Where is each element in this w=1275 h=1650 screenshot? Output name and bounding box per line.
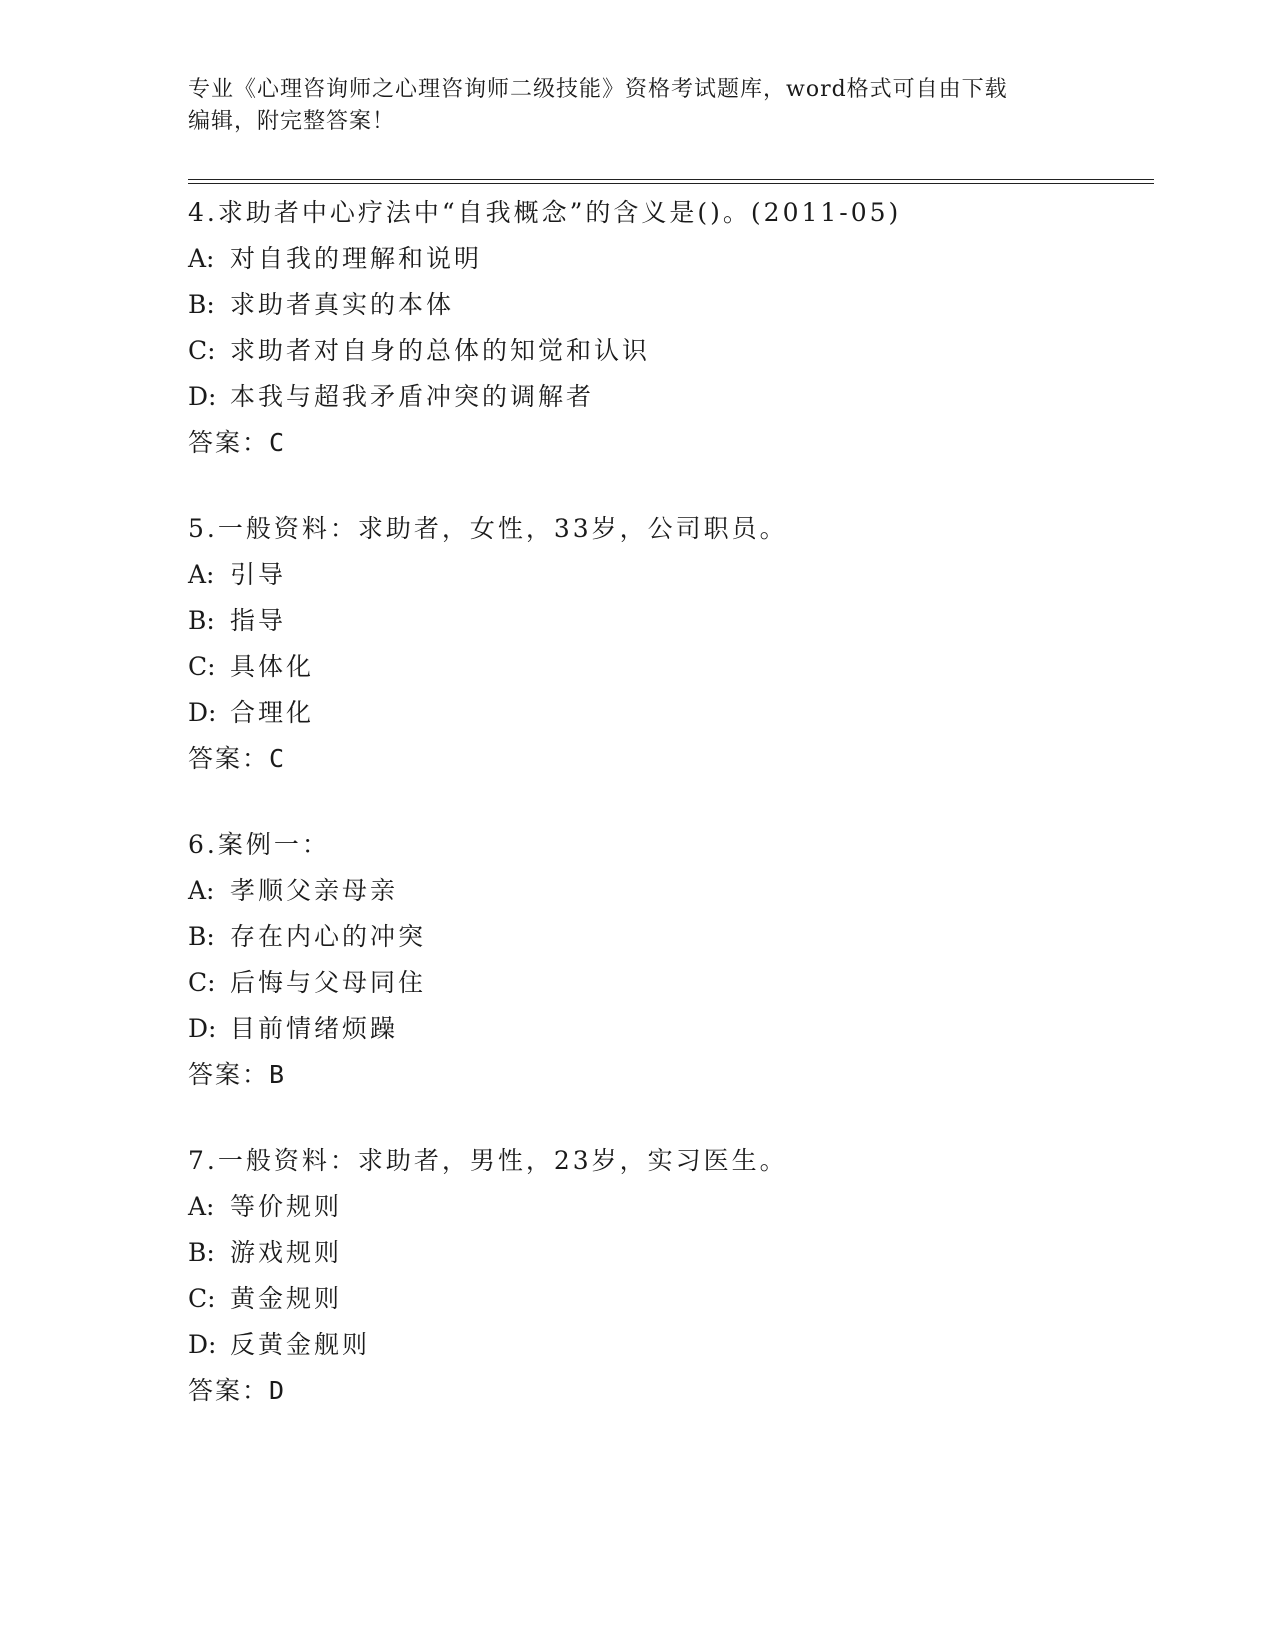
question-stem: 7.一般资料：求助者，男性，23岁，实习医生。: [188, 1146, 788, 1175]
option-text: 具体化: [230, 652, 315, 681]
option-text: 孝顺父亲母亲: [230, 876, 399, 905]
option-letter: A:: [188, 876, 215, 905]
option-a: [188, 1184, 1148, 1230]
option-b: [188, 914, 1148, 960]
answer-value: C: [269, 744, 285, 773]
option-text: 本我与超我矛盾冲突的调解者: [230, 382, 595, 411]
option-letter: C:: [188, 336, 216, 365]
option-text: 等价规则: [230, 1192, 343, 1221]
option-text: 游戏规则: [230, 1238, 343, 1267]
answer-label: 答案：: [188, 1376, 270, 1405]
option-text: 引导: [230, 560, 287, 589]
answer-value: B: [269, 1060, 285, 1089]
option-text: 指导: [230, 606, 287, 635]
question-stem: 4.求助者中心疗法中“自我概念”的含义是()。(2011-05): [188, 198, 902, 227]
option-a: [188, 552, 1148, 598]
answer-label: 答案：: [188, 1060, 270, 1089]
option-letter: D:: [188, 698, 217, 727]
option-letter: D:: [188, 1330, 217, 1359]
answer-line: [188, 420, 1148, 466]
option-text: 存在内心的冲突: [230, 922, 427, 951]
option-letter: C:: [188, 1284, 216, 1313]
question-item: [188, 1138, 1148, 1414]
question-item: [188, 822, 1148, 1098]
answer-label: 答案：: [188, 744, 270, 773]
header-line-2: 编辑，附完整答案！: [188, 109, 396, 134]
question-item: [188, 190, 1148, 466]
question-stem: 6.案例一：: [188, 830, 330, 859]
answer-value: D: [269, 1376, 285, 1405]
document-header: [188, 74, 1068, 138]
option-text: 目前情绪烦躁: [230, 1014, 399, 1043]
option-c: [188, 1276, 1148, 1322]
option-letter: C:: [188, 652, 216, 681]
option-text: 对自我的理解和说明: [230, 244, 483, 273]
answer-label: 答案：: [188, 428, 270, 457]
option-c: [188, 328, 1148, 374]
answer-line: [188, 1368, 1148, 1414]
option-text: 合理化: [230, 698, 315, 727]
option-c: [188, 960, 1148, 1006]
question-list: [188, 190, 1148, 1454]
option-letter: C:: [188, 968, 216, 997]
option-letter: B:: [188, 922, 215, 951]
option-letter: D:: [188, 1014, 217, 1043]
option-d: [188, 690, 1148, 736]
option-a: [188, 868, 1148, 914]
option-a: [188, 236, 1148, 282]
header-line-1: 专业《心理咨询师之心理咨询师二级技能》资格考试题库，word格式可自由下载: [188, 77, 1008, 102]
option-letter: B:: [188, 290, 215, 319]
option-text: 求助者对自身的总体的知觉和认识: [230, 336, 651, 365]
option-b: [188, 598, 1148, 644]
header-double-rule: [188, 179, 1154, 184]
question-stem: 5.一般资料：求助者，女性，33岁，公司职员。: [188, 514, 788, 543]
option-b: [188, 1230, 1148, 1276]
option-b: [188, 282, 1148, 328]
option-d: [188, 1322, 1148, 1368]
option-letter: B:: [188, 1238, 215, 1267]
option-letter: A:: [188, 1192, 215, 1221]
answer-value: C: [269, 428, 285, 457]
option-d: [188, 374, 1148, 420]
option-c: [188, 644, 1148, 690]
option-letter: B:: [188, 606, 215, 635]
option-letter: D:: [188, 382, 217, 411]
option-d: [188, 1006, 1148, 1052]
question-item: [188, 506, 1148, 782]
option-text: 求助者真实的本体: [230, 290, 455, 319]
answer-line: [188, 1052, 1148, 1098]
option-text: 黄金规则: [230, 1284, 343, 1313]
option-text: 反黄金舰则: [230, 1330, 371, 1359]
option-text: 后悔与父母同住: [230, 968, 427, 997]
answer-line: [188, 736, 1148, 782]
option-letter: A:: [188, 244, 215, 273]
option-letter: A:: [188, 560, 215, 589]
